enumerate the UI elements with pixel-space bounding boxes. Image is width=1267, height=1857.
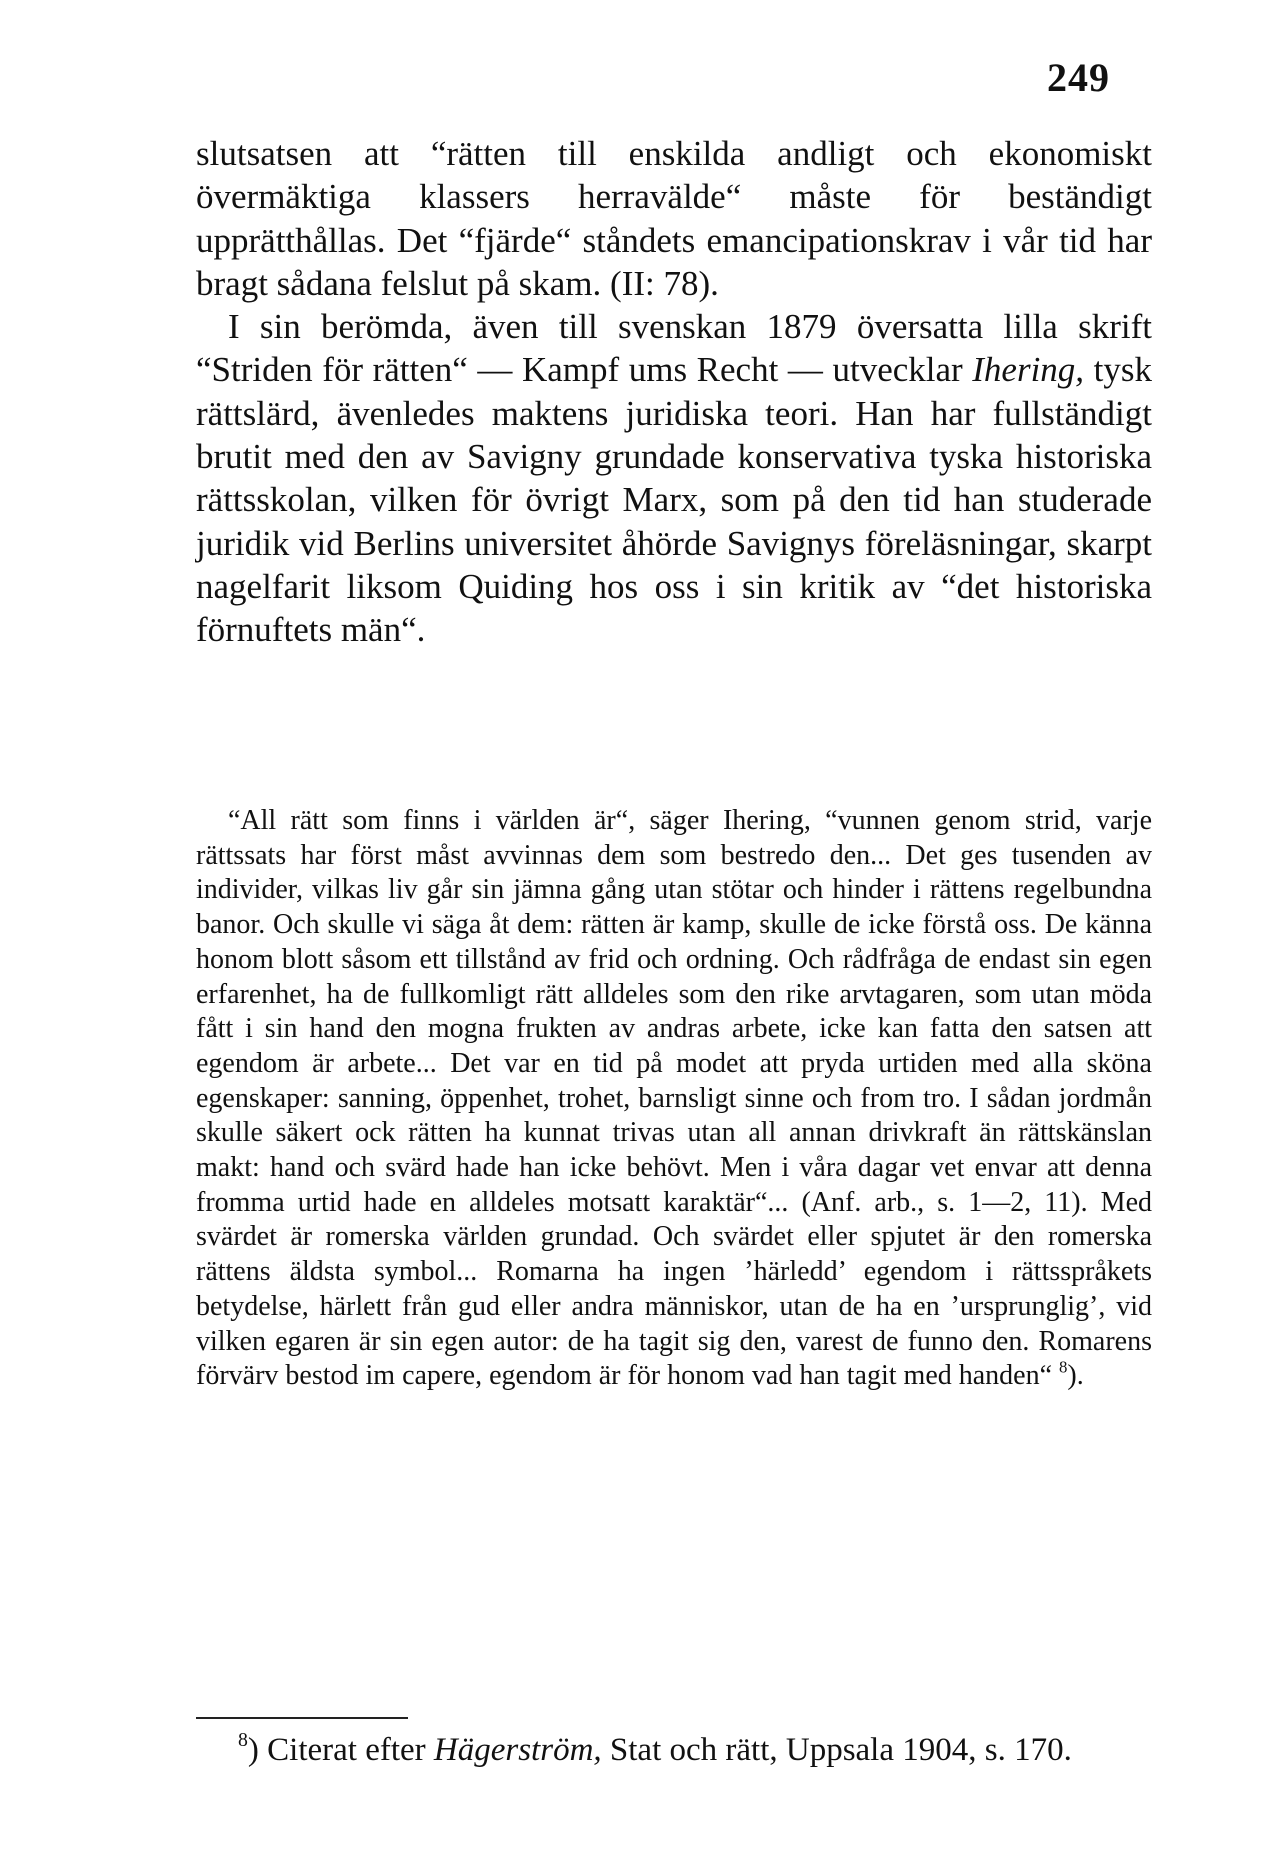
main-text xyxy=(196,132,1152,652)
paragraph-2 xyxy=(196,305,1152,651)
book-page xyxy=(196,50,1152,1830)
quotation-text: “All rätt som finns i världen är“, säger Ihering, “vunnen genom strid, varje rättssats har först måst avvinnas dem som bestredo den... Det ges tusenden av individer, vilkas liv går sin jämna gång utan stötar och hinder i rättens regelbundna banor. Och skulle vi säga åt dem: rätten är kamp, skulle de icke förstå oss. De känna honom blott såsom ett tillstånd av frid och ordning. Och rådfråga de endast sin egen erfarenhet, ha de fullkomligt rätt alldeles som den rike arvtagaren, som utan möda fått i sin hand den mogna frukten av andras arbete, icke kan fatta den satsen att egendom är arbete... Det var en tid på modet att pryda urtiden med alla sköna egenskaper: sanning, öppenhet, trohet, barnsligt sinne och from tro. I sådan jordmån skulle säkert ock rätten ha kunnat trivas utan all annan drivkraft än rättskänslan makt: hand och svärd hade han icke behövt. Men i våra dagar vet envar att denna fromma urtid hade en alldeles motsatt karaktär“... (Anf. arb., s. 1—2, 11). Med svärdet är romerska världen grundad. Och svärdet eller spjutet är den romerska rättens äldsta symbol... Romarna ha ingen ’härledd’ egendom i rättsspråkets betydelse, härlett från gud eller andra människor, utan de ha en ’ursprunglig’, vid vilken egaren är sin egen autor: de ha tagit sig den, varest de funno den. Romarens förvärv bestod im capere, egendom är för honom vad han tagit med handen“ xyxy=(196,805,1152,1392)
quotation-closing: ). xyxy=(1067,1360,1084,1392)
footnote-author: Hägerström, xyxy=(433,1732,602,1768)
footnote-marker: 8 xyxy=(238,1729,248,1752)
footnote-divider xyxy=(196,1717,408,1719)
page-number: 249 xyxy=(1047,55,1110,100)
footnote-marker-suffix: ) xyxy=(247,1732,259,1768)
quotation-block xyxy=(196,804,1152,1394)
footnote-text-start: Citerat efter xyxy=(258,1732,434,1768)
footnote-text-rest: Stat och rätt, Uppsala 1904, s. 170. xyxy=(601,1732,1072,1768)
paragraph-2-rest: tysk rättslärd, ävenledes maktens juridiska teori. Han har fullständigt brutit med den av Savigny grundade konservativa tyska historiska rättsskolan, vilken för övrigt Marx, som på den tid han studerade juridik vid Berlins universitet åhörde Savignys föreläsningar, skarpt nagelfarit liksom Quiding hos oss i sin kritik av “det historiska förnuftets män“. xyxy=(196,350,1152,650)
paragraph-2-start: I sin berömda, även till svenskan 1879 översatta lilla skrift “Striden för rätten“ — Kampf ums Recht — utvecklar xyxy=(196,307,1152,390)
author-name-ihering: Ihering, xyxy=(972,350,1085,390)
footnote-reference: 8 xyxy=(1059,1357,1068,1377)
paragraph-1: slutsatsen att “rätten till enskilda andligt och ekonomiskt övermäktiga klassers herravälde“ måste för beständigt upprätthållas. Det “fjärde“ ståndets emancipationskrav i vår tid har bragt sådana felslut på skam. (II: 78). xyxy=(196,134,1152,303)
footnote xyxy=(196,1729,1152,1771)
